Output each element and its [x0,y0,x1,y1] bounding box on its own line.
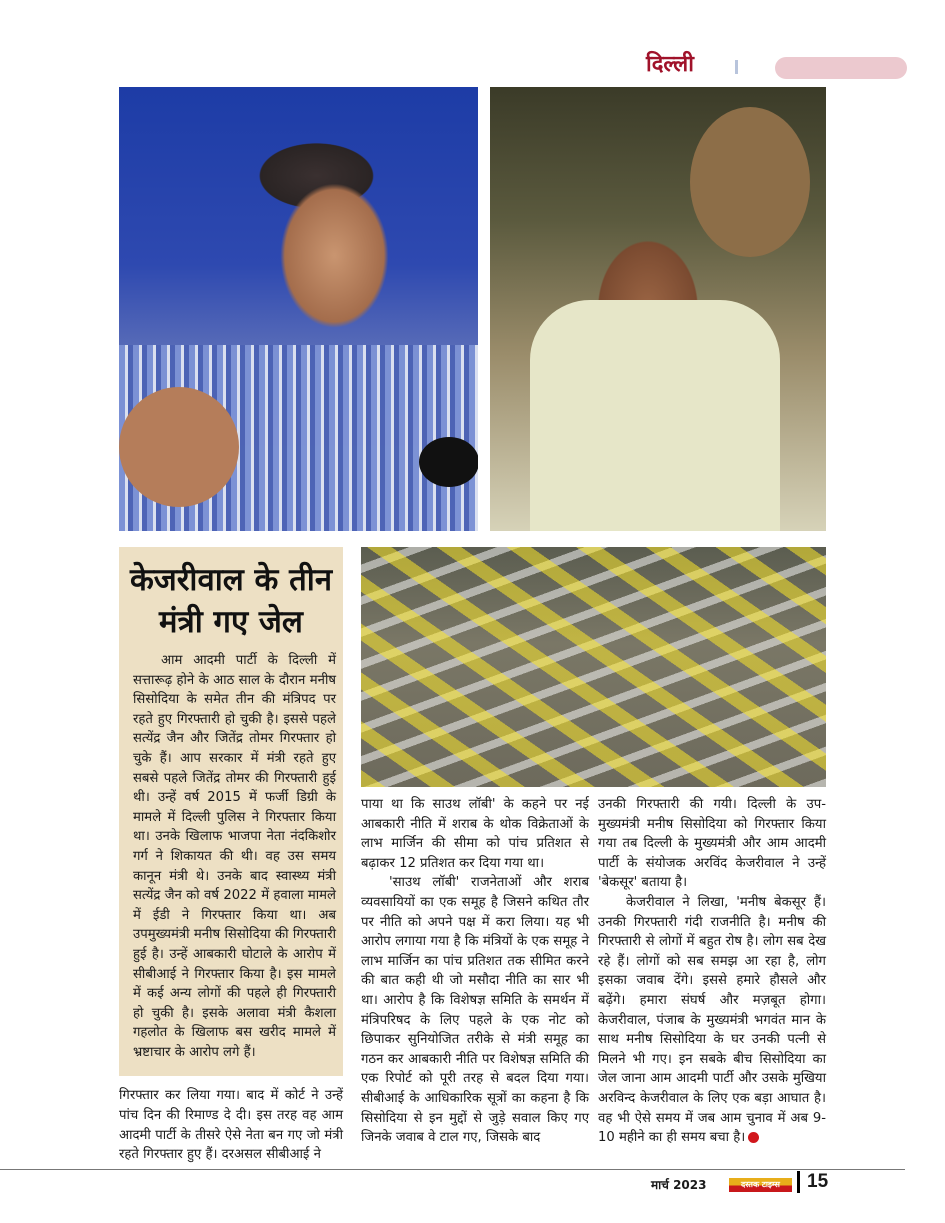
photo-protest-crowd [361,547,826,787]
article-paragraph: गिरफ्तार कर लिया गया। बाद में कोर्ट ने उन्हें पांच दिन की रिमाण्ड दे दी। इस तरह वह आम आदमी पार्टी के तीसरे ऐसे नेता बन गए जो मंत्री रहते गिरफ्तार हुए हैं। दरअसल सीबीआई ने [119,1088,343,1163]
footer [0,1169,905,1200]
microphone-icon [419,437,478,487]
sidebar-headline: केजरीवाल के तीन मंत्री गए जेल [129,562,333,640]
article-column-1 [119,1086,343,1164]
article-columns [361,795,826,1148]
page-number: 15 [807,1170,829,1192]
photo-minister-speaking [119,87,478,531]
top-photos [119,87,826,531]
end-mark-icon [748,1132,759,1143]
issue-date: मार्च 2023 [651,1177,707,1192]
photo-minister-escorted [490,87,826,531]
header-decoration-pill [775,57,907,79]
article-column-3 [598,795,826,1148]
magazine-logo: दस्तक टाइम्स [729,1178,792,1192]
footer-divider [797,1171,800,1193]
sidebar-box [119,547,343,1076]
article-paragraph: केजरीवाल ने लिखा, 'मनीष बेकसूर हैं। उनकी गिरफ्तारी गंदी राजनीति है। मनीष की गिरफ्तारी से लोगों में बहुत रोष है। लोग सब देख रहे हैं। लोगों को सब समझ आ रहा है, लोग इसका जवाब देंगे। इससे हमारे हौसले और बढ़ेंगे। हमारा संघर्ष और मज़बूत होगा। केजरीवाल, पंजाब के मुख्यमंत्री भगवंत मान के साथ मनीष सिसोदिया के घर उनकी पत्नी से मिलने भी गए। इन सबके बीच सिसोदिया का जेल जाना आम आदमी पार्टी और उसके मुखिया अरविन्द केजरीवाल के लिए एक बड़ा आघात है। वह भी ऐसे समय में जब आम चुनाव में अब 9-10 महीने का ही समय बचा है। [598,894,826,1146]
left-column [119,547,343,1165]
header-divider [735,60,738,74]
article-paragraph: 'साउथ लॉबी' राजनेताओं और शराब व्यवसायियों का एक समूह है जिसने कथित तौर पर नीति को अपने पक्ष में करा लिया। यह भी आरोप लगाया गया है कि मंत्रियों के एक समूह ने लाभ मार्जिन का पांच प्रतिशत तक सीमित करने की बात कही थी जो मसौदा नीति का सार भी था। आरोप है कि विशेषज्ञ समिति के समर्थन में मंत्रिपरिषद के लिए पहले के एक नोट को छिपाकर सुनियोजित तरीके से मंत्री समूह का गठन कर आबकारी नीति पर विशेषज्ञ समिति की एक रिपोर्ट को पूरी तरह से बदल दिया गया। सीबीआई के आधिकारिक सूत्रों का कहना है कि सिसोदिया से इन मुद्दों से जुड़े सवाल किए गए जिनके जवाब वे टाल गए, जिसके बाद [361,875,589,1146]
sidebar-body [133,651,336,1062]
article-paragraph: उनकी गिरफ्तारी की गयी। दिल्ली के उप-मुख्यमंत्री मनीष सिसोदिया को गिरफ्तार किया गया तब दिल्ली के मुख्यमंत्री और आम आदमी पार्टी के संयोजक अरविंद केजरीवाल ने उन्हें 'बेकसूर' बताया है। [598,797,826,891]
right-area [361,547,826,1165]
section-label: दिल्ली [646,52,694,77]
article-paragraph: पाया था कि साउथ लॉबी' के कहने पर नई आबकारी नीति में शराब के थोक विक्रेताओं के लाभ मार्जिन की सीमा को पांच प्रतिशत से बढ़ाकर 12 प्रतिशत कर दिया गया था। [361,797,589,871]
article-column-2 [361,795,589,1148]
sidebar-paragraph: आम आदमी पार्टी के दिल्ली में सत्तारूढ़ होने के आठ साल के दौरान मनीष सिसोदिया के समेत तीन की मंत्रिपद पर रहते हुए गिरफ्तारी हो चुकी है। इससे पहले सत्येंद्र जैन और जितेंद्र तोमर गिरफ्तार हो चुके हैं। आप सरकार में मंत्री रहते हुए सबसे पहले जितेंद्र तोमर की गिरफ्तारी हुई थी। उन्हें वर्ष 2015 में फर्जी डिग्री के मामले में दिल्ली पुलिस ने गिरफ्तार किया था। उनके खिलाफ भाजपा नेता नंदकिशोर गर्ग ने शिकायत की थी। वह उस समय कानून मंत्री थे। उनके बाद स्वास्थ्य मंत्री सत्येंद्र जैन को वर्ष 2022 में हवाला मामले में ईडी ने गिरफ्तार किया था। अब उपमुख्यमंत्री मनीष सिसोदिया की गिरफ्तारी हुई है। उन्हें आबकारी घोटाले के आरोप में सीबीआई ने गिरफ्तार किया है। इस मामले में कई अन्य लोगों की पहले ही गिरफ्तारी हो चुकी है। इसके अलावा मंत्री कैशला गहलोत के खिलाफ बस खरीद मामले में भ्रष्टाचार के आरोप लगे हैं। [133,653,336,1060]
article-area [119,547,826,1165]
